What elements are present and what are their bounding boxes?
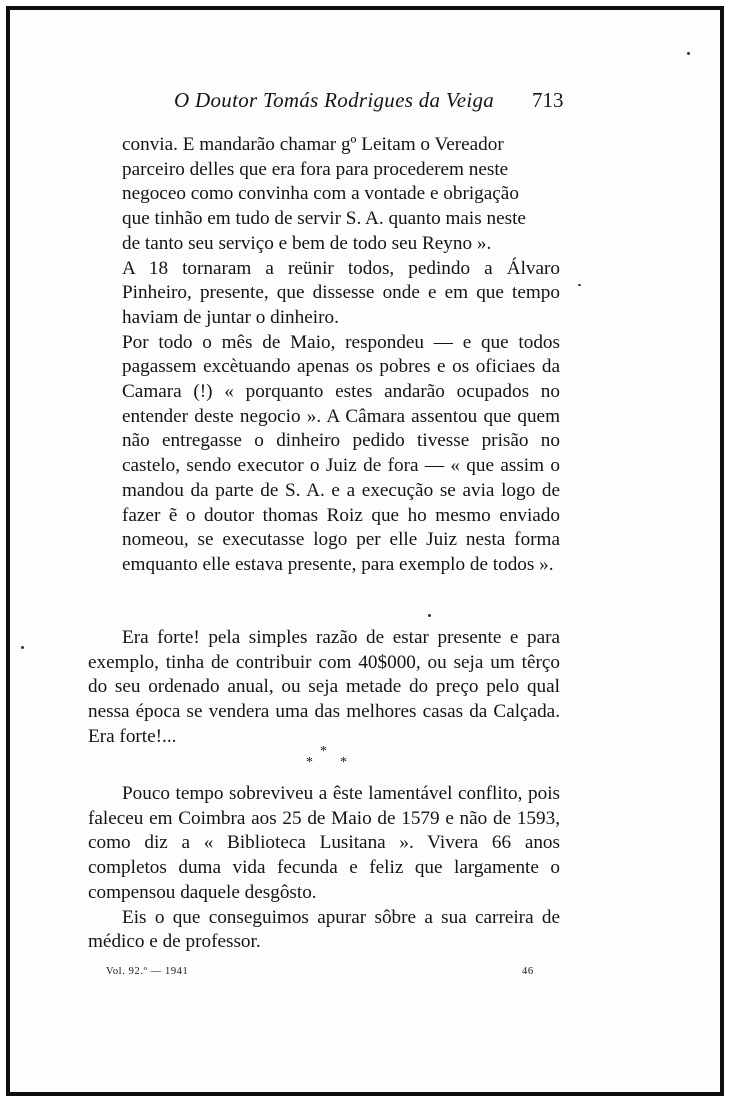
scan-speck [428,614,431,617]
asterisk-left: * [306,755,313,770]
paragraph-era-forte: Era forte! pela simples razão de estar presente e para exemplo, tinha de contribuir com 40$000, ou seja um têrço do seu ordenado anual, ou seja metade do preço pelo qual nessa época se vendera uma das melhores casas da Calçada. Era forte!... [88,627,560,747]
scan-speck [578,284,581,286]
page-header [0,88,734,118]
sheet-number: 46 [522,966,534,977]
closing-paragraphs [88,782,560,955]
paragraph-may-payment: Por todo o mês de Maio, respondeu — e que todos pagassem excètuando apenas os pobres e os oficiaes da Camara (!) « porquanto estes andarão ocupados no entender deste negocio ». A Câmara assentou que quem não entregasse o dinheiro pedido tivesse prisão no castelo, sendo executor o Juiz de fora — « que assim o mandou da parte de S. A. e a execução se avia logo de fazer ẽ o doutor thomas Roiz que ho mesmo enviado nomeou, se executasse logo per elle Juiz nesta forma emquanto elle estava presente, para exemplo de todos ». [122,331,560,575]
section-separator [296,744,356,774]
quote-line: que tinhão em tudo de servir S. A. quanto mais neste [122,208,526,230]
quote-line: de tanto seu serviço e bem de todo seu Reyno ». [122,232,492,254]
quote-line: negoceo como convinha com a vontade e obrigação [122,183,519,205]
scan-speck [687,52,690,55]
paragraph-reunion: A 18 tornaram a reünir todos, pedindo a Álvaro Pinheiro, presente, que dissesse onde e em que tempo haviam de juntar o dinheiro. [122,257,560,328]
upper-text-block [122,133,560,578]
asterisk-top: * [320,744,327,759]
quote-line: convia. E mandarão chamar gº Leitam o Vereador [122,134,504,155]
page-number: 713 [532,88,564,112]
asterisk-right: * [340,755,347,770]
quote-line: parceiro delles que era fora para procederem neste [122,158,509,180]
paragraph-block-forte [88,626,560,750]
paragraph-pouco-tempo: Pouco tempo sobreviveu a êste lamentável conflito, pois faleceu em Coimbra aos 25 de Maio de 1579 e não de 1593, como diz a « Biblioteca Lusitana ». Vivera 66 anos completos duma vida fecunda e feliz que largamente o compensou daquele desgôsto. [88,783,560,903]
paragraph-eis: Eis o que conseguimos apurar sôbre a sua carreira de médico e de professor. [88,906,560,953]
running-title: O Doutor Tomás Rodrigues da Veiga [174,88,495,112]
page-footer [0,966,734,984]
scan-speck [21,646,24,649]
volume-note: Vol. 92.º — 1941 [106,966,189,977]
